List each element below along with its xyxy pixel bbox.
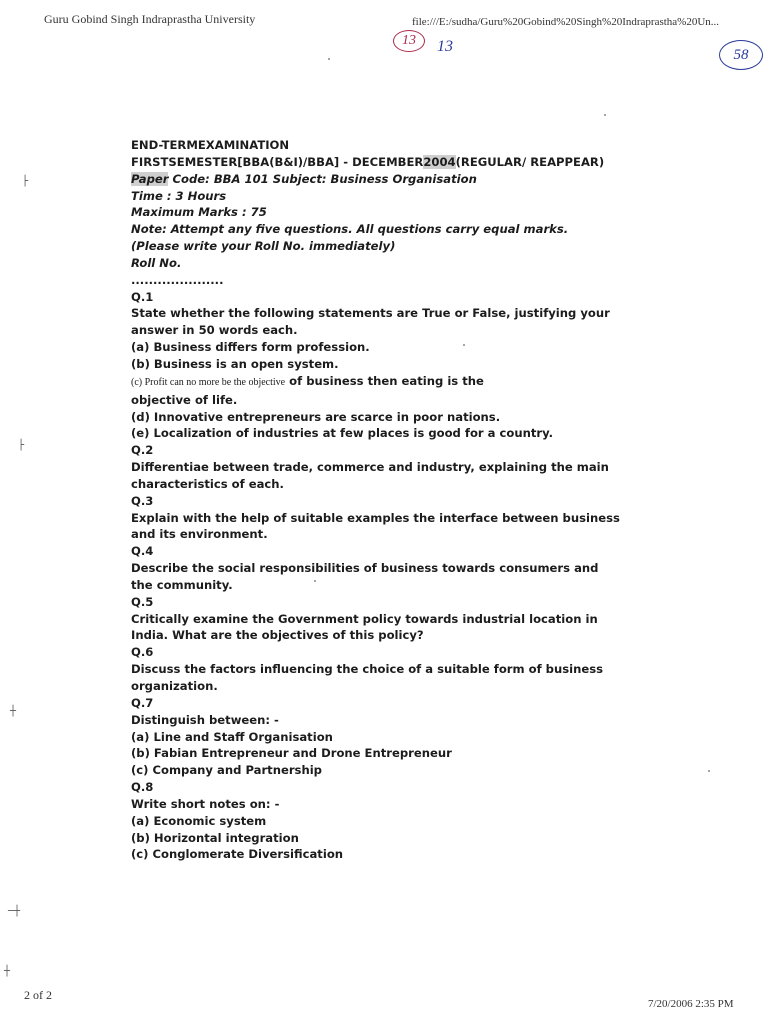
scan-speck — [463, 344, 465, 346]
scan-speck — [328, 58, 330, 60]
scan-speck — [314, 580, 316, 582]
semester-suffix: (REGULAR/ REAPPEAR) — [455, 154, 605, 169]
semester-year: 2004 — [423, 154, 456, 169]
scan-speck — [708, 770, 710, 772]
question-text: India. What are the objectives of this policy? — [131, 628, 424, 643]
page-number: 2 of 2 — [24, 988, 52, 1002]
question-text: Distinguish between: - — [131, 712, 279, 727]
question-subitem — [131, 373, 651, 392]
question-text: the community. — [131, 577, 233, 592]
question-subitem: (a) Line and Staff Organisation — [131, 729, 333, 744]
question-subitem-rest: of business then eating is the — [285, 373, 484, 388]
question-number: Q.7 — [131, 695, 154, 710]
question-text: answer in 50 words each. — [131, 323, 298, 338]
question-text: and its environment. — [131, 527, 268, 542]
university-header: Guru Gobind Singh Indraprastha University — [44, 12, 256, 26]
scan-mark: ─┼ — [8, 906, 21, 917]
question-text: organization. — [131, 679, 218, 693]
question-text: Describe the social responsibilities of business towards consumers and — [131, 561, 599, 576]
question-subitem: (a) Economic system — [131, 813, 267, 828]
max-marks: Maximum Marks : 75 — [131, 205, 267, 220]
scan-speck — [604, 114, 606, 116]
question-subitem-small: (c) Profit can no more be the objective — [131, 376, 286, 388]
question-number: Q.2 — [131, 443, 154, 458]
paper-code-rest: Code: BBA 101 Subject: Business Organisation — [168, 171, 477, 186]
question-subitem: (a) Business differs form profession. — [131, 340, 370, 355]
question-subitem: (c) Company and Partnership — [131, 763, 322, 778]
question-number: Q.1 — [131, 289, 154, 304]
exam-content — [131, 137, 651, 863]
question-subitem: (b) Business is an open system. — [131, 356, 339, 371]
exam-note: Note: Attempt any five questions. All questions carry equal marks. — [131, 222, 569, 237]
handwritten-circled-number-right: 58 — [719, 40, 763, 70]
question-number: Q.5 — [131, 594, 154, 609]
scan-mark: ├ — [18, 440, 25, 451]
question-text: Discuss the factors influencing the choice of a suitable form of business — [131, 662, 604, 677]
exam-title: END-TERMEXAMINATION — [131, 138, 290, 152]
print-timestamp: 7/20/2006 2:35 PM — [648, 998, 734, 1010]
question-number: Q.6 — [131, 645, 154, 660]
roll-label: Roll No. — [131, 255, 182, 270]
semester-prefix: FIRSTSEMESTER[BBA(B&I)/BBA] - DECEMBER — [131, 154, 424, 169]
paper-code-label: Paper — [131, 171, 169, 186]
roll-instruction: (Please write your Roll No. immediately) — [131, 239, 396, 254]
question-subitem: (b) Horizontal integration — [131, 830, 299, 845]
scan-mark: ┼ — [4, 966, 11, 977]
roll-dots: ..................... — [131, 272, 224, 287]
question-text: Critically examine the Government policy towards industrial location in — [131, 611, 598, 626]
question-subitem: (d) Innovative entrepreneurs are scarce in poor nations. — [131, 409, 501, 424]
handwritten-circled-number-left: 13 — [393, 30, 425, 52]
semester-line — [131, 154, 651, 171]
question-text: Differentiae between trade, commerce and industry, explaining the main — [131, 460, 609, 475]
scan-mark: ┼ — [10, 706, 17, 717]
question-text: Write short notes on: - — [131, 796, 280, 811]
scan-mark: ├ — [22, 176, 29, 187]
question-subitem: (b) Fabian Entrepreneur and Drone Entrepreneur — [131, 746, 452, 761]
question-number: Q.8 — [131, 780, 154, 795]
exam-time: Time : 3 Hours — [131, 188, 227, 203]
file-path: file:///E:/sudha/Guru%20Gobind%20Singh%20Indraprastha%20Un... — [412, 16, 720, 28]
question-subitem: (c) Conglomerate Diversification — [131, 847, 344, 862]
question-subitem: (e) Localization of industries at few places is good for a country. — [131, 426, 554, 441]
question-text: State whether the following statements are True or False, justifying your — [131, 306, 610, 321]
paper-code-line — [131, 171, 651, 188]
question-text: Explain with the help of suitable examples the interface between business — [131, 510, 620, 525]
question-text: characteristics of each. — [131, 476, 284, 491]
question-number: Q.4 — [131, 544, 154, 559]
question-number: Q.3 — [131, 493, 154, 508]
question-subitem: objective of life. — [131, 392, 238, 407]
handwritten-number: 13 — [437, 38, 453, 55]
